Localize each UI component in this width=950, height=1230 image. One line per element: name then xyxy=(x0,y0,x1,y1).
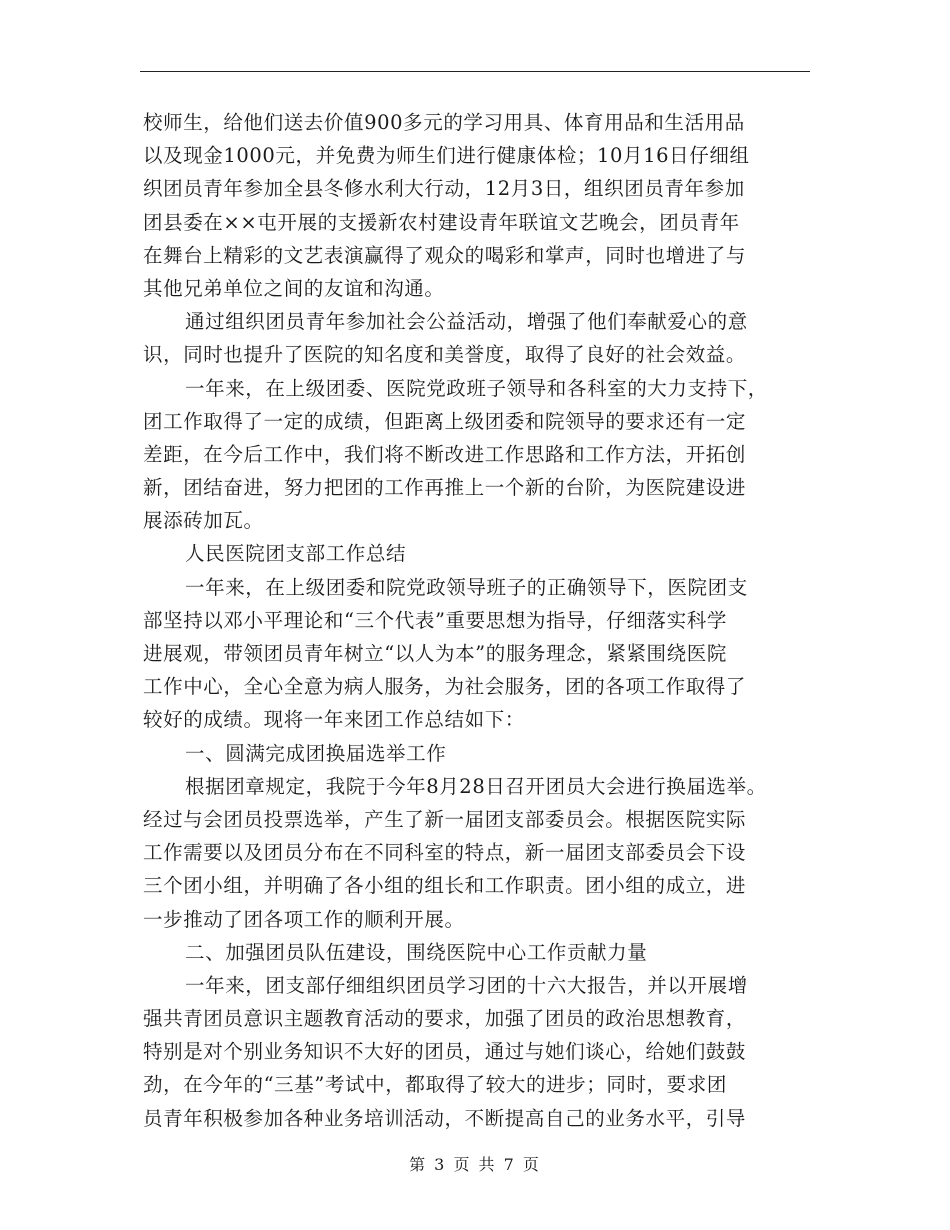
text-line: 其他兄弟单位之间的友谊和沟通。 xyxy=(143,276,445,300)
text-line: 强共青团员意识主题教育活动的要求，加强了团员的政治思想教育， xyxy=(143,1007,747,1031)
text-line: 一步推动了团各项工作的顺利开展。 xyxy=(143,907,465,931)
document-body xyxy=(143,106,813,1135)
page-footer: 第 3 页 共 7 页 xyxy=(409,1155,541,1174)
text-line: 工作需要以及团员分布在不同科室的特点，新一届团支部委员会下设 xyxy=(143,841,747,865)
text-line: 进展观，带领团员青年树立“以人为本”的服务理念，紧紧围绕医院 xyxy=(143,642,727,665)
text-line: 以及现金1000元，并免费为师生们进行健康体检；10月16日仔细组 xyxy=(143,144,750,168)
text-line: 经过与会团员投票选举，产生了新一届团支部委员会。根据医院实际 xyxy=(143,807,747,831)
text-line: 一年来，在上级团委和院党政领导班子的正确领导下，医院团支 xyxy=(185,575,748,599)
text-line: 工作中心，全心全意为病人服务，为社会服务，团的各项工作取得了 xyxy=(143,675,747,699)
text-line: 识，同时也提升了医院的知名度和美誉度，取得了良好的社会效益。 xyxy=(143,343,747,367)
text-line: 较好的成绩。现将一年来团工作总结如下： xyxy=(143,708,525,732)
text-line: 三个团小组，并明确了各小组的组长和工作职责。团小组的成立，进 xyxy=(143,874,747,898)
text-line: 在舞台上精彩的文艺表演赢得了观众的喝彩和掌声，同时也增进了与 xyxy=(143,243,747,267)
text-line: 一年来，团支部仔细组织团员学习团的十六大报告，并以开展增 xyxy=(185,973,748,997)
text-line: 二、加强团员队伍建设，围绕医院中心工作贡献力量 xyxy=(185,940,648,964)
text-line: 差距，在今后工作中，我们将不断改进工作思路和工作方法，开拓创 xyxy=(143,442,747,466)
text-line: 根据团章规定，我院于今年8月28日召开团员大会进行换届选举。 xyxy=(185,774,767,798)
text-line: 展添砖加瓦。 xyxy=(143,509,264,533)
header-rule xyxy=(140,71,810,72)
text-line: 团工作取得了一定的成绩，但距离上级团委和院领导的要求还有一定 xyxy=(143,409,747,433)
text-line: 团县委在××屯开展的支援新农村建设青年联谊文艺晚会，团员青年 xyxy=(143,210,740,234)
text-line: 特别是对个别业务知识不大好的团员，通过与她们谈心，给她们鼓鼓 xyxy=(143,1040,747,1064)
text-line: 新，团结奋进，努力把团的工作再推上一个新的台阶，为医院建设进 xyxy=(143,476,747,500)
text-line: 一、圆满完成团换届选举工作 xyxy=(185,741,447,765)
text-line: 织团员青年参加全县冬修水利大行动，12月3日，组织团员青年参加 xyxy=(143,177,745,201)
text-line: 人民医院团支部工作总结 xyxy=(185,542,407,566)
text-line: 劲，在今年的“三基”考试中，都取得了较大的进步；同时，要求团 xyxy=(143,1073,727,1097)
text-line: 员青年积极参加各种业务培训活动，不断提高自己的业务水平，引导 xyxy=(143,1106,747,1130)
text-line: 校师生，给他们送去价值900多元的学习用具、体育用品和生活用品 xyxy=(143,111,745,134)
text-line: 一年来，在上级团委、医院党政班子领导和各科室的大力支持下， xyxy=(185,376,768,400)
text-line: 通过组织团员青年参加社会公益活动，增强了他们奉献爱心的意 xyxy=(185,310,748,334)
text-line: 部坚持以邓小平理论和“三个代表”重要思想为指导，仔细落实科学 xyxy=(143,608,727,632)
